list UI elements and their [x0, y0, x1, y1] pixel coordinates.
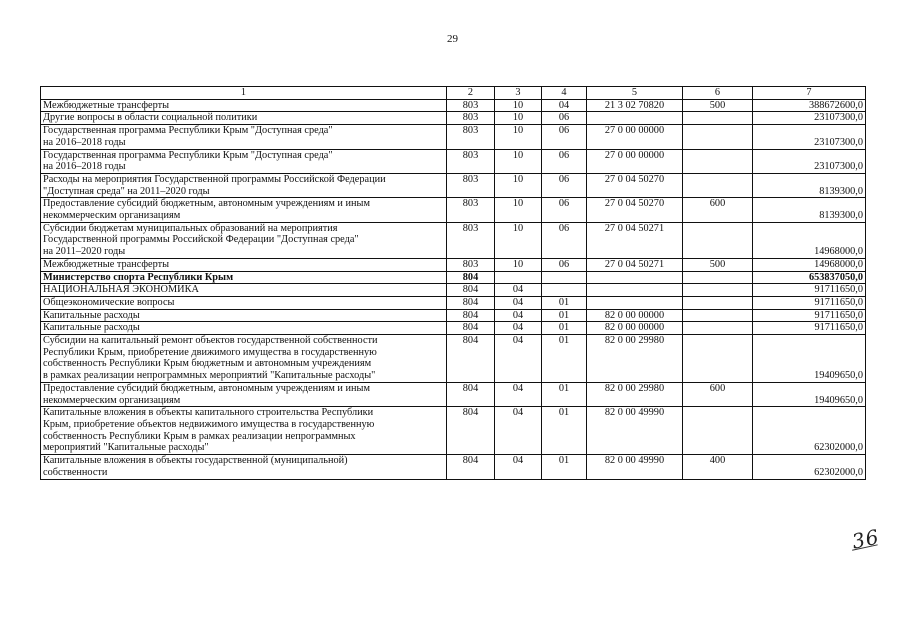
ved-code-cell: 803 [447, 198, 495, 222]
budget-table [40, 86, 866, 480]
expense-type-cell [683, 173, 753, 197]
row-name-cell: Субсидии бюджетам муниципальных образований на мероприятия Государственной программы Российской Федерации "Доступная среда" на 2011–2020 годы [41, 222, 447, 258]
expense-type-cell: 600 [683, 382, 753, 406]
column-header: 7 [753, 87, 866, 100]
table-row [41, 322, 866, 335]
row-name-cell: Государственная программа Республики Крым "Доступная среда" на 2016–2018 годы [41, 125, 447, 149]
amount-cell: 91711650,0 [753, 309, 866, 322]
table-row [41, 99, 866, 112]
section-code-cell: 04 [495, 284, 542, 297]
expense-type-cell [683, 112, 753, 125]
table-row [41, 407, 866, 455]
section-code-cell: 04 [495, 382, 542, 406]
row-name-cell: Капитальные вложения в объекты капитального строительства Республики Крым, приобретение объектов недвижимого имущества в государственную собственность Республики Крым в рамках реализации непрограммных мероприятий "Капитальные расходы" [41, 407, 447, 455]
subsection-code-cell: 01 [542, 335, 587, 383]
expense-type-cell [683, 271, 753, 284]
section-code-cell: 10 [495, 198, 542, 222]
handwritten-sheet-number: 36 [849, 524, 882, 554]
amount-cell: 14968000,0 [753, 222, 866, 258]
row-name-cell: Министерство спорта Республики Крым [41, 271, 447, 284]
row-name-cell: Капитальные расходы [41, 309, 447, 322]
subsection-code-cell: 06 [542, 198, 587, 222]
section-code-cell: 04 [495, 455, 542, 479]
ved-code-cell: 804 [447, 335, 495, 383]
section-code-cell: 04 [495, 309, 542, 322]
column-number-header-row [41, 87, 866, 100]
table-row [41, 198, 866, 222]
expense-type-cell [683, 407, 753, 455]
amount-cell: 62302000,0 [753, 455, 866, 479]
table-row [41, 382, 866, 406]
row-name-cell: Государственная программа Республики Крым "Доступная среда" на 2016–2018 годы [41, 149, 447, 173]
table-row [41, 112, 866, 125]
amount-cell: 91711650,0 [753, 296, 866, 309]
subsection-code-cell: 06 [542, 112, 587, 125]
table-row [41, 309, 866, 322]
ved-code-cell: 803 [447, 258, 495, 271]
target-item-cell: 82 0 00 29980 [587, 335, 683, 383]
column-header: 2 [447, 87, 495, 100]
subsection-code-cell: 01 [542, 309, 587, 322]
amount-cell: 653837050,0 [753, 271, 866, 284]
section-code-cell: 04 [495, 335, 542, 383]
section-code-cell: 04 [495, 296, 542, 309]
ved-code-cell: 803 [447, 125, 495, 149]
ved-code-cell: 804 [447, 407, 495, 455]
table-row [41, 455, 866, 479]
expense-type-cell [683, 322, 753, 335]
ved-code-cell: 804 [447, 284, 495, 297]
subsection-code-cell: 01 [542, 382, 587, 406]
target-item-cell: 27 0 04 50271 [587, 222, 683, 258]
table-row [41, 258, 866, 271]
target-item-cell: 82 0 00 00000 [587, 309, 683, 322]
section-code-cell [495, 271, 542, 284]
subsection-code-cell: 06 [542, 258, 587, 271]
subsection-code-cell: 01 [542, 455, 587, 479]
row-name-cell: Капитальные вложения в объекты государственной (муниципальной) собственности [41, 455, 447, 479]
expense-type-cell [683, 309, 753, 322]
row-name-cell: Общеэкономические вопросы [41, 296, 447, 309]
section-code-cell: 10 [495, 99, 542, 112]
subsection-code-cell: 01 [542, 407, 587, 455]
amount-cell: 19409650,0 [753, 382, 866, 406]
expense-type-cell: 400 [683, 455, 753, 479]
table-row [41, 149, 866, 173]
section-code-cell: 10 [495, 125, 542, 149]
table-row [41, 335, 866, 383]
ved-code-cell: 804 [447, 271, 495, 284]
table-row [41, 173, 866, 197]
column-header: 3 [495, 87, 542, 100]
subsection-code-cell: 04 [542, 99, 587, 112]
ved-code-cell: 803 [447, 222, 495, 258]
amount-cell: 8139300,0 [753, 198, 866, 222]
subsection-code-cell: 06 [542, 149, 587, 173]
row-name-cell: Предоставление субсидий бюджетным, автономным учреждениям и иным некоммерческим организациям [41, 382, 447, 406]
amount-cell: 19409650,0 [753, 335, 866, 383]
section-code-cell: 04 [495, 322, 542, 335]
section-code-cell: 04 [495, 407, 542, 455]
target-item-cell [587, 112, 683, 125]
column-header: 6 [683, 87, 753, 100]
expense-type-cell [683, 296, 753, 309]
section-code-cell: 10 [495, 112, 542, 125]
table-row [41, 222, 866, 258]
ved-code-cell: 804 [447, 309, 495, 322]
target-item-cell: 27 0 04 50270 [587, 173, 683, 197]
expense-type-cell [683, 125, 753, 149]
subsection-code-cell: 06 [542, 125, 587, 149]
amount-cell: 388672600,0 [753, 99, 866, 112]
row-name-cell: НАЦИОНАЛЬНАЯ ЭКОНОМИКА [41, 284, 447, 297]
target-item-cell: 27 0 00 00000 [587, 149, 683, 173]
amount-cell: 62302000,0 [753, 407, 866, 455]
row-name-cell: Другие вопросы в области социальной политики [41, 112, 447, 125]
ved-code-cell: 804 [447, 296, 495, 309]
expense-type-cell [683, 284, 753, 297]
target-item-cell [587, 271, 683, 284]
expense-type-cell: 500 [683, 99, 753, 112]
target-item-cell: 27 0 04 50271 [587, 258, 683, 271]
table-row [41, 125, 866, 149]
subsection-code-cell: 06 [542, 222, 587, 258]
table-row [41, 271, 866, 284]
section-code-cell: 10 [495, 149, 542, 173]
amount-cell: 8139300,0 [753, 173, 866, 197]
target-item-cell: 27 0 00 00000 [587, 125, 683, 149]
row-name-cell: Межбюджетные трансферты [41, 99, 447, 112]
target-item-cell: 21 3 02 70820 [587, 99, 683, 112]
ved-code-cell: 804 [447, 382, 495, 406]
column-header: 5 [587, 87, 683, 100]
ved-code-cell: 803 [447, 149, 495, 173]
target-item-cell: 82 0 00 29980 [587, 382, 683, 406]
expense-type-cell: 600 [683, 198, 753, 222]
ved-code-cell: 803 [447, 173, 495, 197]
target-item-cell: 82 0 00 00000 [587, 322, 683, 335]
target-item-cell: 82 0 00 49990 [587, 407, 683, 455]
expense-type-cell [683, 335, 753, 383]
row-name-cell: Предоставление субсидий бюджетным, автономным учреждениям и иным некоммерческим организациям [41, 198, 447, 222]
amount-cell: 23107300,0 [753, 149, 866, 173]
subsection-code-cell: 01 [542, 322, 587, 335]
row-name-cell: Капитальные расходы [41, 322, 447, 335]
subsection-code-cell: 01 [542, 296, 587, 309]
amount-cell: 91711650,0 [753, 284, 866, 297]
section-code-cell: 10 [495, 222, 542, 258]
amount-cell: 23107300,0 [753, 112, 866, 125]
ved-code-cell: 804 [447, 455, 495, 479]
column-header: 1 [41, 87, 447, 100]
row-name-cell: Расходы на мероприятия Государственной программы Российской Федерации "Доступная среда" на 2011–2020 годы [41, 173, 447, 197]
row-name-cell: Межбюджетные трансферты [41, 258, 447, 271]
amount-cell: 91711650,0 [753, 322, 866, 335]
subsection-code-cell: 06 [542, 173, 587, 197]
ved-code-cell: 803 [447, 99, 495, 112]
target-item-cell [587, 296, 683, 309]
subsection-code-cell [542, 271, 587, 284]
column-header: 4 [542, 87, 587, 100]
amount-cell: 14968000,0 [753, 258, 866, 271]
section-code-cell: 10 [495, 173, 542, 197]
row-name-cell: Субсидии на капитальный ремонт объектов государственной собственности Республики Крым, приобретение движимого имущества в государственную собственность Республики Крым бюджетным и автономным учреждениям в рамках реализации непрограммных мероприятий "Капитальные расходы" [41, 335, 447, 383]
subsection-code-cell [542, 284, 587, 297]
section-code-cell: 10 [495, 258, 542, 271]
ved-code-cell: 803 [447, 112, 495, 125]
target-item-cell: 27 0 04 50270 [587, 198, 683, 222]
table-row [41, 284, 866, 297]
page-number: 29 [447, 33, 458, 45]
target-item-cell: 82 0 00 49990 [587, 455, 683, 479]
target-item-cell [587, 284, 683, 297]
ved-code-cell: 804 [447, 322, 495, 335]
table-row [41, 296, 866, 309]
expense-type-cell: 500 [683, 258, 753, 271]
expense-type-cell [683, 149, 753, 173]
amount-cell: 23107300,0 [753, 125, 866, 149]
expense-type-cell [683, 222, 753, 258]
